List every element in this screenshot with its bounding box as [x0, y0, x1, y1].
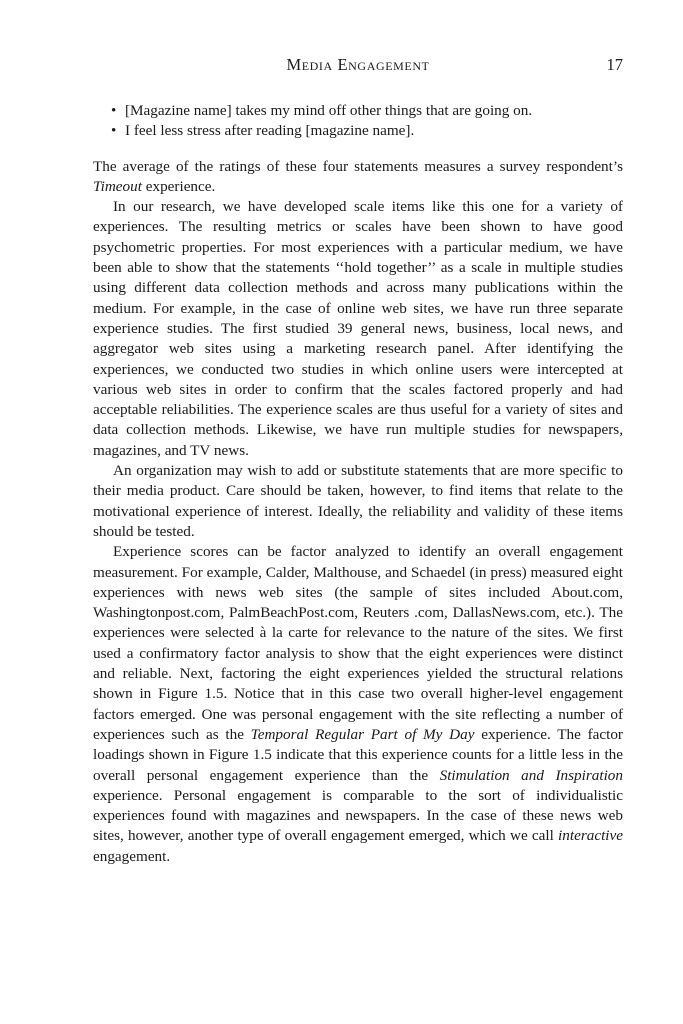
- running-head: [93, 55, 623, 75]
- paragraph-text: engagement.: [93, 847, 171, 865]
- paragraph-2: In our research, we have developed scale items like this one for a variety of experiences. The resulting metrics or scales have been shown to have good psychometric properties. For most experiences with a particular medium, we have been able to show that the statements ‘‘hold together’’ as a scale in multiple studies using different data collection methods and across many publications within the medium. For example, in the case of online web sites, we have run three separate experience studies. The first studied 39 general news, business, local news, and aggregator web sites using a marketing research panel. After identifying the experiences, we conducted two studies in which online users were intercepted at various web sites in order to confirm that the scales factored properly and had acceptable reliabilities. The experience scales are thus useful for a variety of sites and data collection methods. Likewise, we have run multiple studies for newspapers, magazines, and TV news.: [93, 198, 623, 459]
- body-text: [93, 101, 623, 867]
- bullet-list: [93, 101, 623, 142]
- running-title: Media Engagement: [286, 55, 430, 74]
- bullet-item: • [Magazine name] takes my mind off other things that are going on.: [111, 101, 623, 121]
- experience-name: Stimulation and Inspiration: [439, 766, 623, 784]
- paragraph-text: experience. Personal engagement is comparable to the sort of individualistic experiences found with magazines and newspapers. In the case of these news web sites, however, another type of overall engagement emerged, which we call: [93, 786, 623, 845]
- engagement-term: interactive: [558, 827, 623, 845]
- paragraph-text: Experience scores can be factor analyzed to identify an overall engagement measurement. For example, Calder, Malthouse, and Schaedel (in press) measured eight experiences with news web sites (the sample of sites included About.com, Washingtonpost.com, PalmBeachPost.com, Reuters .com, DallasNews.com, etc.). The experiences were selected à la carte for relevance to the nature of the sites. We first used a confirmatory factor analysis to show that the eight experiences were distinct and reliable. Next, factoring the eight experiences yielded the structural relations shown in Figure 1.5. Notice that in this case two overall higher-level engagement factors emerged. One was personal engagement with the site reflecting a number of experiences such as the: [93, 543, 623, 743]
- experience-name: Temporal Regular Part of My Day: [250, 725, 475, 743]
- paragraph-3: An organization may wish to add or substitute statements that are more specific to their media product. Care should be taken, however, to find items that relate to the motivational experience of interest. Ideally, the reliability and validity of these items should be tested.: [93, 462, 623, 540]
- paragraph-4: [93, 542, 623, 867]
- paragraph-1: [93, 157, 623, 198]
- bullet-item: • I feel less stress after reading [magazine name].: [111, 121, 623, 141]
- paragraph-text: experience.: [141, 177, 216, 195]
- paragraph-text: experience. The factor loadings shown in Figure 1.5 indicate that this experience counts for a little less in the overall personal engagement experience than the: [93, 725, 623, 784]
- experience-name: Timeout: [93, 177, 142, 195]
- page-number: 17: [606, 55, 623, 74]
- paragraph-text: The average of the ratings of these four statements measures a survey respondent’s: [93, 157, 623, 175]
